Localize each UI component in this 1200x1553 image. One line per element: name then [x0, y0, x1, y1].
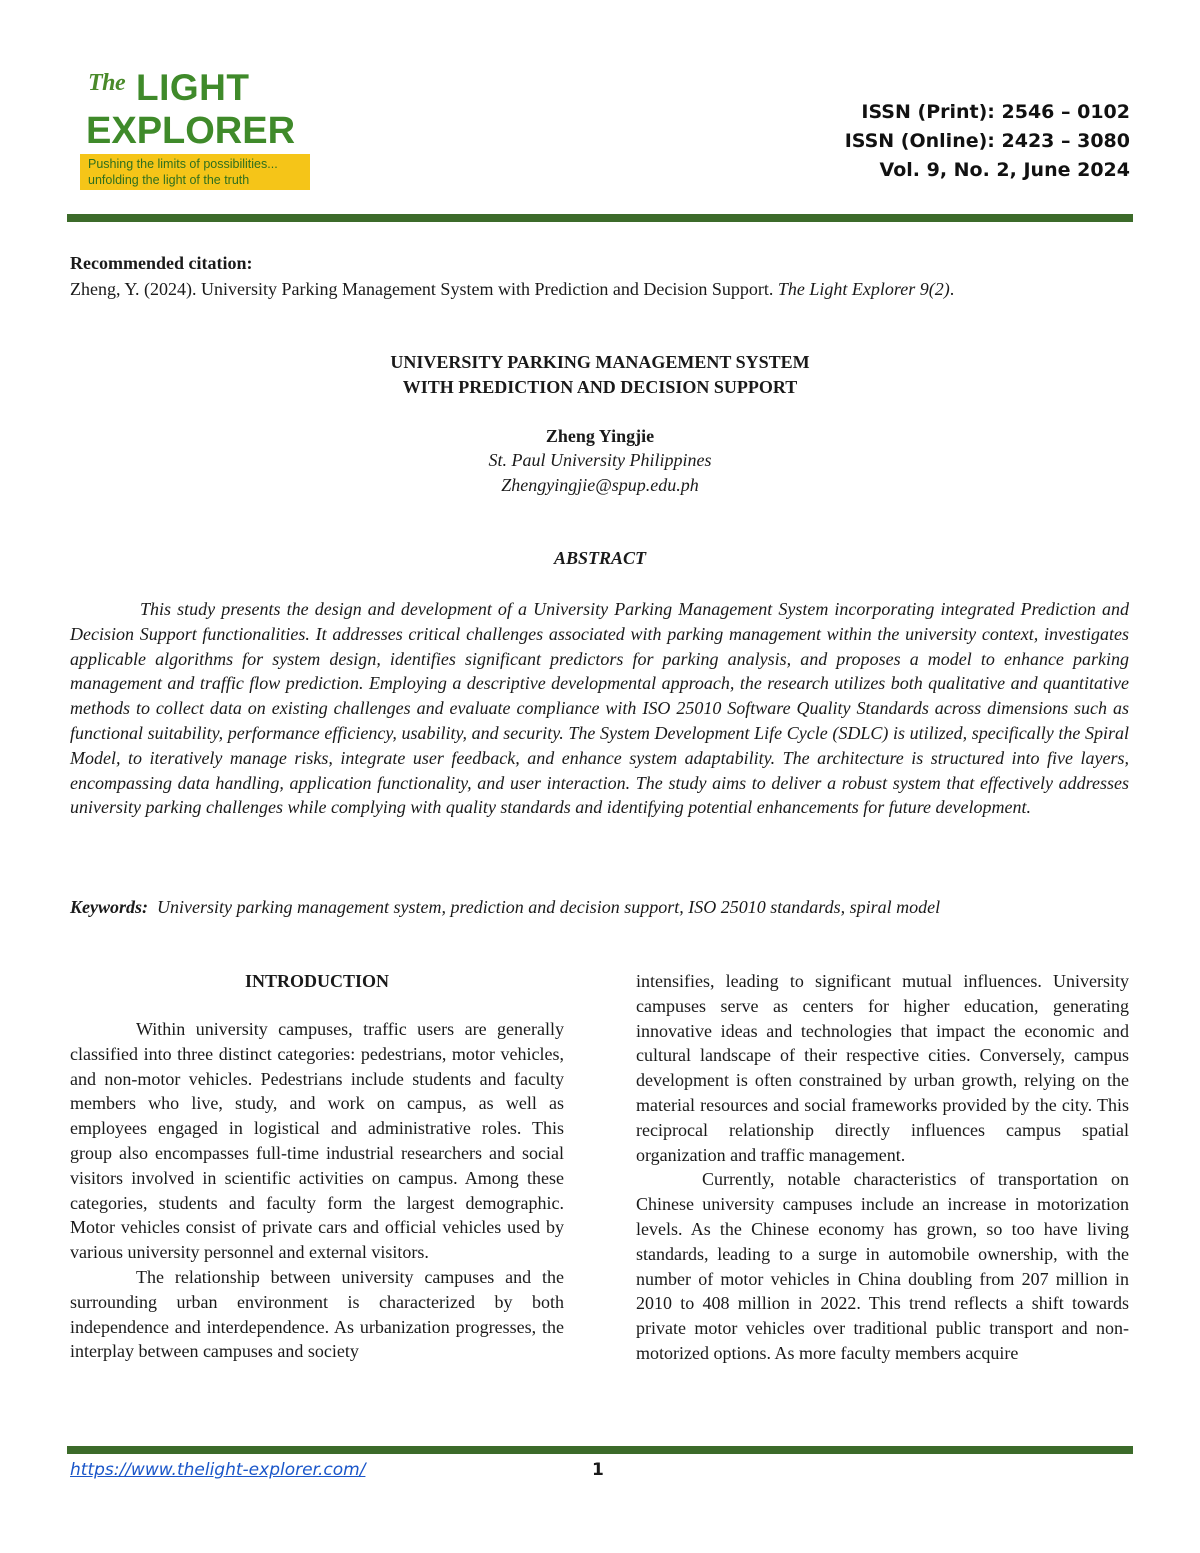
- title-line-1: UNIVERSITY PARKING MANAGEMENT SYSTEM: [390, 352, 810, 372]
- header-divider: [67, 214, 1133, 222]
- author-name: Zheng Yingjie: [545, 426, 655, 446]
- issn-block: [845, 98, 1130, 185]
- paragraph: intensifies, leading to significant mutual influences. University campuses serve as centers for higher education, generating innovative ideas and technologies that impact the economic and cultural landscape of their respective cities. Conversely, campus development is often constrained by urban growth, relying on the material resources and social frameworks provided by the city. This reciprocal relationship directly influences campus spatial organization and traffic management.: [636, 971, 1129, 1165]
- abstract-heading: ABSTRACT: [553, 548, 647, 568]
- keywords-label: Keywords:: [70, 897, 148, 917]
- logo-tagline: [88, 156, 308, 188]
- logo-explorer: EXPLORER: [86, 110, 296, 152]
- issn-print: ISSN (Print): 2546 – 0102: [861, 101, 1130, 123]
- abstract-text: This study presents the design and development of a University Parking Management System incorporating integrated Prediction and Decision Support functionalities. It addresses critical challenges associated with parking management within the university context, investigates applicable algorithms for system design, identifies significant predictors for parking analysis, and proposes a model to enhance parking management and traffic flow prediction. Employing a descriptive developmental approach, the research utilizes both qualitative and quantitative methods to collect data on existing challenges and evaluate compliance with ISO 25010 Software Quality Standards across dimensions such as functional suitability, performance efficiency, usability, and security. The System Development Life Cycle (SDLC) is utilized, specifically the Spiral Model, to iteratively manage risks, integrate user feedback, and enhance system adaptability. The architecture is structured into five layers, encompassing data handling, application functionality, and user interaction. The study aims to deliver a robust system that effectively addresses university parking challenges while complying with quality standards and identifying potential enhancements for future development.: [70, 599, 1129, 818]
- body-column-left: [70, 969, 564, 1364]
- logo-tagline-line1: Pushing the limits of possibilities...: [88, 157, 278, 171]
- author-affiliation: [70, 448, 1130, 498]
- affiliation: St. Paul University Philippines: [488, 450, 712, 470]
- logo-tagline-line2: unfolding the light of the truth: [88, 173, 250, 187]
- recommended-citation: [70, 250, 1140, 302]
- article-title: [70, 350, 1130, 400]
- keywords: [70, 894, 1129, 920]
- introduction-heading: INTRODUCTION: [244, 971, 390, 991]
- logo-light: LIGHT: [136, 67, 250, 108]
- logo-the: The: [88, 70, 126, 96]
- title-line-2: WITH PREDICTION AND DECISION SUPPORT: [402, 377, 798, 397]
- body-column-right: [636, 969, 1129, 1366]
- issn-online: ISSN (Online): 2423 – 3080: [844, 130, 1130, 152]
- keywords-text: University parking management system, prediction and decision support, ISO 25010 standards, spiral model: [157, 897, 941, 917]
- citation-end: .: [949, 279, 955, 299]
- paragraph: The relationship between university campuses and the surrounding urban environment is characterized by both independence and interdependence. As urbanization progresses, the interplay between campuses and society: [70, 1266, 564, 1362]
- citation-text: Zheng, Y. (2024). University Parking Management System with Prediction and Decision Support.: [70, 279, 778, 299]
- footer-divider: [67, 1446, 1133, 1454]
- author-email[interactable]: Zhengyingjie@spup.edu.ph: [501, 475, 699, 495]
- journal-website-link[interactable]: https://www.thelight-explorer.com/: [70, 1460, 366, 1480]
- volume-info: Vol. 9, No. 2, June 2024: [879, 159, 1130, 181]
- citation-label: Recommended citation:: [70, 253, 253, 273]
- paragraph: Currently, notable characteristics of transportation on Chinese university campuses include an increase in motorization levels. As the Chinese economy has grown, so too have living standards, leading to a surge in automobile ownership, with the number of motor vehicles in China doubling from 207 million in 2010 to 408 million in 2022. This trend reflects a shift towards private motor vehicles over traditional public transport and non-motorized options. As more faculty members acquire: [636, 1169, 1129, 1363]
- page-number: 1: [592, 1460, 604, 1480]
- citation-journal: The Light Explorer 9(2): [777, 279, 950, 299]
- paragraph: Within university campuses, traffic users are generally classified into three distinct categories: pedestrians, motor vehicles, and non-motor vehicles. Pedestrians include students and faculty members who live, study, and work on campus, as well as employees engaged in logistical and administrative roles. This group also encompasses full-time industrial researchers and social visitors involved in scientific activities on campus. Among these categories, students and faculty form the largest demographic. Motor vehicles consist of private cars and official vehicles used by various university personnel and external visitors.: [70, 1019, 564, 1263]
